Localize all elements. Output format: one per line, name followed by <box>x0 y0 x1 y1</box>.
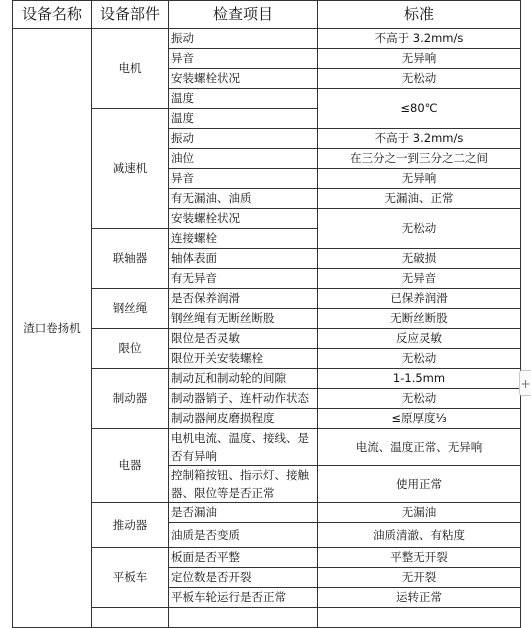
inspection-table <box>12 0 521 628</box>
standard-cell: 油质清澈、有粘度 <box>318 523 521 548</box>
header-row <box>13 1 521 29</box>
plus-icon[interactable]: + <box>519 370 531 396</box>
check-item-cell: 振动 <box>169 29 318 49</box>
standard-cell: 无松动 <box>318 389 521 409</box>
check-item-cell: 温度 <box>169 89 318 109</box>
standard-cell: 在三分之一到三分之二之间 <box>318 149 521 169</box>
standard-cell: 无松动 <box>318 209 521 249</box>
check-item-cell: 平板车轮运行是否正常 <box>169 588 318 608</box>
standard-cell: 无松动 <box>318 349 521 369</box>
check-item-cell: 油质是否变质 <box>169 523 318 548</box>
check-item-cell: 油位 <box>169 149 318 169</box>
check-item-cell: 连接螺栓 <box>169 229 318 249</box>
check-item-cell: 有无漏油、油质 <box>169 189 318 209</box>
check-item-cell: 轴体表面 <box>169 249 318 269</box>
standard-cell: 1-1.5mm <box>318 369 521 389</box>
device-part-cell: 限位 <box>92 329 169 369</box>
device-part-cell: 钢丝绳 <box>92 289 169 329</box>
empty-cell <box>92 608 169 628</box>
check-item-cell: 钢丝绳有无断丝断股 <box>169 309 318 329</box>
standard-cell: 无断丝断股 <box>318 309 521 329</box>
standard-cell: 无漏油、正常 <box>318 189 521 209</box>
check-item-cell: 控制箱按钮、指示灯、接触器、限位等是否正常 <box>169 466 318 503</box>
standard-cell: 平整无开裂 <box>318 548 521 568</box>
device-part-cell: 制动器 <box>92 369 169 429</box>
check-item-cell: 制动瓦和制动轮的间隙 <box>169 369 318 389</box>
check-item-cell: 异音 <box>169 169 318 189</box>
standard-cell: ≤原厚度⅓ <box>318 409 521 429</box>
check-item-cell: 定位数是否开裂 <box>169 568 318 588</box>
standard-cell: 不高于 3.2mm/s <box>318 29 521 49</box>
standard-cell: 无漏油 <box>318 503 521 523</box>
standard-cell: ≤80℃ <box>318 89 521 129</box>
standard-cell: 已保养润滑 <box>318 289 521 309</box>
standard-cell: 不高于 3.2mm/s <box>318 129 521 149</box>
check-item-cell: 异音 <box>169 49 318 69</box>
check-item-cell: 温度 <box>169 109 318 129</box>
device-part-cell: 平板车 <box>92 548 169 608</box>
check-item-cell: 制动器销子、连杆动作状态 <box>169 389 318 409</box>
header-device-name: 设备名称 <box>13 1 92 29</box>
header-standard: 标准 <box>318 1 521 29</box>
header-check-item: 检查项目 <box>169 1 318 29</box>
table-row <box>13 29 521 49</box>
device-part-cell: 联轴器 <box>92 229 169 289</box>
device-part-cell: 减速机 <box>92 109 169 229</box>
device-part-cell: 电机 <box>92 29 169 109</box>
check-item-cell: 限位开关安装螺栓 <box>169 349 318 369</box>
standard-cell: 无松动 <box>318 69 521 89</box>
standard-cell: 无破损 <box>318 249 521 269</box>
device-name-cell: 渣口卷扬机 <box>13 29 92 628</box>
standard-cell: 使用正常 <box>318 466 521 503</box>
check-item-cell: 有无异音 <box>169 269 318 289</box>
standard-cell: 无异音 <box>318 269 521 289</box>
check-item-cell: 是否漏油 <box>169 503 318 523</box>
device-part-cell: 电器 <box>92 429 169 503</box>
check-item-cell: 是否保养润滑 <box>169 289 318 309</box>
standard-cell: 反应灵敏 <box>318 329 521 349</box>
standard-cell: 无异响 <box>318 169 521 189</box>
empty-cell <box>169 608 318 628</box>
standard-cell: 运转正常 <box>318 588 521 608</box>
header-device-part: 设备部件 <box>92 1 169 29</box>
check-item-cell: 电机电流、温度、接线、是否有异响 <box>169 429 318 466</box>
check-item-cell: 安装螺栓状况 <box>169 69 318 89</box>
check-item-cell: 安装螺栓状况 <box>169 209 318 229</box>
device-part-cell: 推动器 <box>92 503 169 548</box>
check-item-cell: 板面是否平整 <box>169 548 318 568</box>
standard-cell: 电流、温度正常、无异响 <box>318 429 521 466</box>
standard-cell: 无开裂 <box>318 568 521 588</box>
check-item-cell: 振动 <box>169 129 318 149</box>
standard-cell: 无异响 <box>318 49 521 69</box>
check-item-cell: 制动器闸皮磨损程度 <box>169 409 318 429</box>
check-item-cell: 限位是否灵敏 <box>169 329 318 349</box>
empty-cell <box>318 608 521 628</box>
